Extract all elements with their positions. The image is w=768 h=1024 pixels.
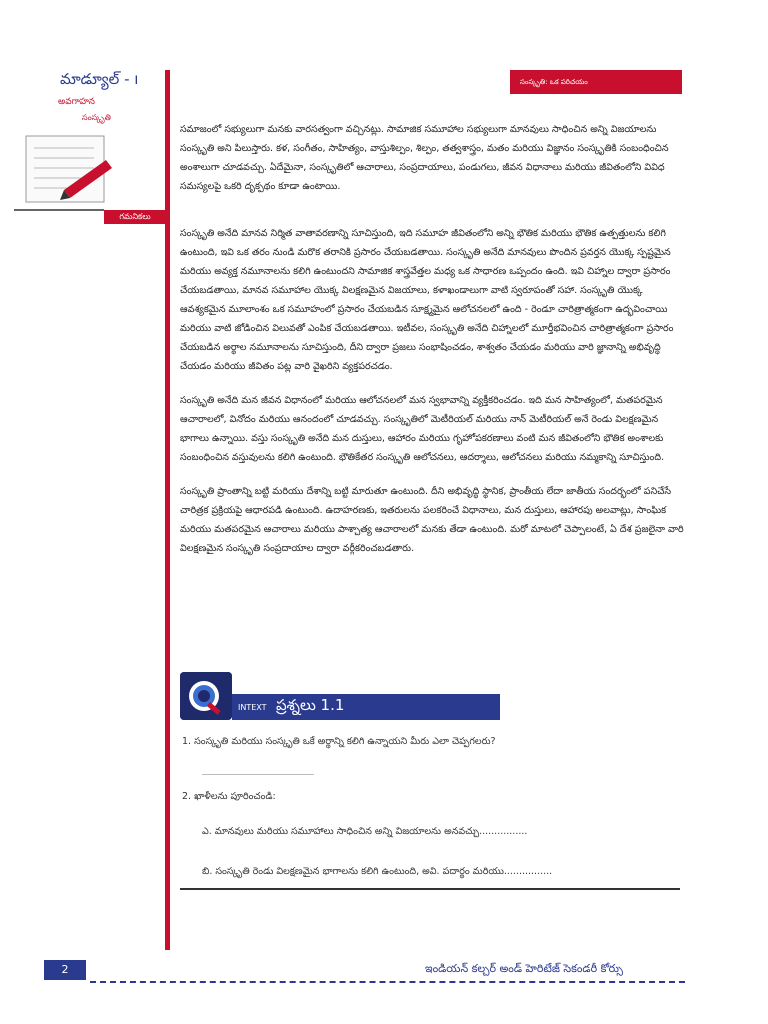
module-title: మాడ్యూల్ - ı [60, 70, 139, 88]
intext-small-label: INTEXT [238, 703, 267, 712]
notes-label: గమనికలు [104, 210, 166, 224]
main-content [180, 120, 685, 573]
question-2b: బి. సంస్కృతి రెండు విలక్షణమైన భాగాలను కలిగి ఉంటుంది, అవి. పదార్థం మరియు................ [202, 866, 553, 877]
margin-divider [165, 70, 170, 950]
paragraph: సమాజంలో సభ్యులుగా మనకు వారసత్వంగా వచ్చినట్లు. సామాజిక సమూహాల సభ్యులుగా మానవులు సాధించిన అన్ని విజయాలను సంస్కృతి అని పిలుస్తారు. కళ, సంగీతం, సాహిత్యం, వాస్తుశిల్పం, శిల్పం, తత్వశాస్త్రం, మతం మరియు విజ్ఞానం సంస్కృతికి సంబంధించిన అంశాలుగా చూడవచ్చు. ఏదేమైనా, సంస్కృతిలో ఆచారాలు, సంప్రదాయాలు, పండుగలు, జీవన విధానాలు మరియు జీవితంలోని వివిధ సమస్యలపై ఒకరి దృక్పథం కూడా ఉంటాయి. [180, 124, 669, 192]
page-number: 2 [44, 960, 86, 980]
chapter-header: సంస్కృతి: ఒక పరిచయం [510, 70, 682, 94]
lesson-label: అవగాహన [58, 97, 95, 107]
paragraph: సంస్కృతి అనేది మానవ నిర్మిత వాతావరణాన్ని సూచిస్తుంది, ఇది సమూహ జీవితంలోని అన్ని భౌతిక మరియు భౌతిక ఉత్పత్తులను కలిగి ఉంటుంది, ఇవి ఒక తరం నుండి మరొక తరానికి ప్రసారం చేయబడతాయి. సంస్కృతి అనేది మానవులు పొందిన ప్రవర్తన యొక్క స్పష్టమైన మరియు అవ్యక్త నమూనాలను కలిగి ఉంటుందని సామాజిక శాస్త్రవేత్తల మధ్య ఒక సాధారణ ఒప్పందం ఉంది. ఇవి చిహ్నాల ద్వారా ప్రసారం చేయబడతాయి, మానవ సమూహాల యొక్క విలక్షణమైన విజయాలు, కళాఖండాలుగా వాటి స్వరూపంతో సహా. సంస్కృతి యొక్క ఆవశ్యకమైన మూలాంశం ఒక సమూహంలో ప్రసారం చేయబడిన సూక్ష్మమైన ఆలోచనలలో ఉంది - రెండూ చారిత్రాత్మకంగా ఉద్భవించాయి మరియు వాటి జోడించిన విలువతో ఎంపిక చేయబడతాయి. ఇటీవల, సంస్కృతి అనేది చిహ్నాలలో మూర్తీభవించిన చారిత్రాత్మకంగా ప్రసారం చేయబడిన అర్థాల నమూనాలను సూచిస్తుంది, దీని ద్వారా ప్రజలు సంభాషించడం, శాశ్వతం చేయడం మరియు వారి జ్ఞానాన్ని అభివృద్ధి చేయడం మరియు జీవితం పట్ల వారి వైఖరిని వ్యక్తపరచడం. [180, 228, 674, 372]
answer-line [202, 774, 314, 775]
intext-title-bar [232, 694, 500, 720]
section-divider [180, 888, 680, 890]
lesson-sublabel: సంస్కృతి [82, 113, 111, 122]
question-2: 2. ఖాళీలను పూరించండి: [182, 791, 276, 802]
footer-dashed-rule [90, 981, 685, 983]
question-2a: ఎ. మానవులు మరియు సమూహాలు సాధించిన అన్ని విజయాలను అనవచ్చు................ [202, 826, 528, 837]
intext-questions-logo-icon [180, 672, 232, 720]
left-margin-column [0, 0, 165, 1024]
paragraph: సంస్కృతి అనేది మన జీవన విధానంలో మరియు ఆలోచనలలో మన స్వభావాన్ని వ్యక్తీకరించడం. ఇది మన సాహిత్యంలో, మతపరమైన ఆచారాలలో, వినోదం మరియు ఆనందంలో చూడవచ్చు. సంస్కృతిలో మెటీరియల్ మరియు నాన్ మెటీరియల్ అనే రెండు విలక్షణమైన భాగాలు ఉన్నాయి. వస్తు సంస్కృతి అనేది మన దుస్తులు, ఆహారం మరియు గృహోపకరణాలు వంటి మన జీవితంలోని భౌతిక అంశాలకు సంబంధించిన వస్తువులను కలిగి ఉంటుంది. భౌతికేతర సంస్కృతి ఆలోచనలు, ఆదర్శాలు, ఆలోచనలు మరియు నమ్మకాన్ని సూచిస్తుంది. [180, 395, 665, 463]
course-title: ఇండియన్ కల్చర్ అండ్ హెరిటేజ్ సెకండరీ కోర్సు [425, 962, 623, 975]
paragraph: సంస్కృతి ప్రాంతాన్ని బట్టి మరియు దేశాన్ని బట్టి మారుతూ ఉంటుంది. దీని అభివృద్ధి స్థానిక, ప్రాంతీయ లేదా జాతీయ సందర్భంలో పనిచేసే చారిత్రక ప్రక్రియపై ఆధారపడి ఉంటుంది. ఉదాహరణకు, ఇతరులను పలకరించే విధానాలు, మన దుస్తులు, ఆహారపు అలవాట్లు, సాంఘిక మరియు మతపరమైన ఆచారాలు మరియు పాశ్చాత్య ఆచారాలలో మనకు తేడా ఉంటుంది. మరో మాటలో చెప్పాలంటే, ఏ దేశ ప్రజలైనా వారి విలక్షణమైన సంస్కృతి సంప్రదాయాల ద్వారా వర్గీకరించబడతారు. [180, 486, 684, 554]
intext-title: ప్రశ్నలు 1.1 [276, 696, 345, 714]
notepad-pencil-icon [14, 130, 154, 220]
intext-questions-heading [180, 672, 452, 720]
question-1: 1. సంస్కృతి మరియు సంస్కృతి ఒకే అర్థాన్ని కలిగి ఉన్నాయని మీరు ఎలా చెప్పగలరు? [182, 736, 496, 747]
